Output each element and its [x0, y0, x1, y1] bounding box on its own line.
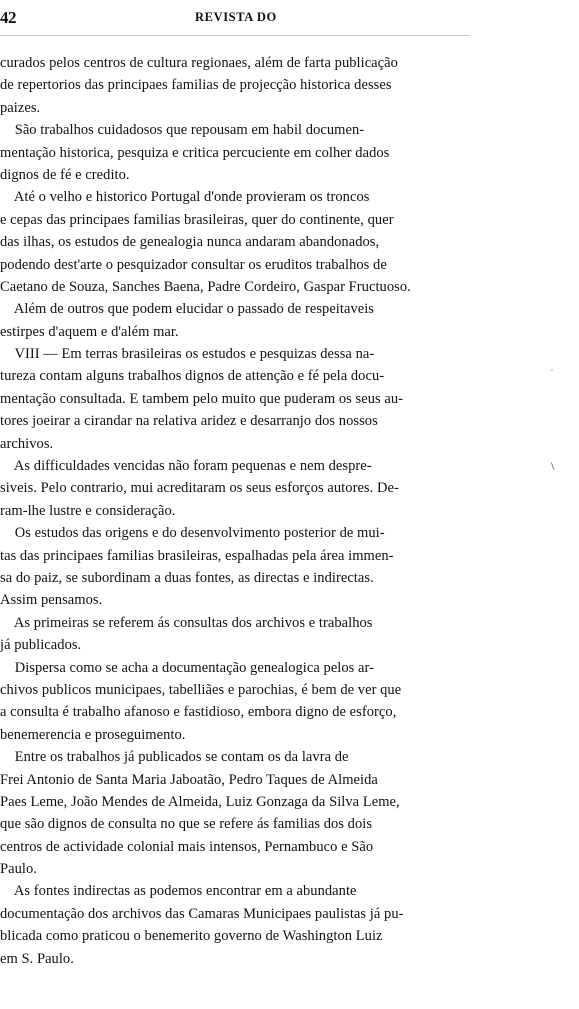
text-line: estirpes d'aquem e d'além mar.	[0, 323, 179, 340]
text-line: documentação dos archivos das Camaras Municipaes paulistas já pu-	[0, 905, 404, 922]
text-line: As primeiras se referem ás consultas dos archivos e trabalhos	[0, 614, 373, 631]
text-line: ram-lhe lustre e consideração.	[0, 502, 176, 519]
text-line: Até o velho e historico Portugal d'onde provieram os troncos	[0, 189, 370, 206]
text-line: Paulo.	[0, 861, 37, 878]
text-line: de repertorios das principaes familias de projecção historica desses	[0, 77, 392, 94]
text-line: Paes Leme, João Mendes de Almeida, Luiz Gonzaga da Silva Leme,	[0, 793, 400, 810]
text-line: As difficuldades vencidas não foram pequenas e nem despre-	[0, 458, 372, 475]
text-line: dignos de fé e credito.	[0, 166, 130, 183]
text-line: mentação historica, pesquiza e critica percuciente em colher dados	[0, 144, 390, 161]
page-number: 42	[0, 8, 16, 27]
text-line: tores joeirar a cirandar na relativa aridez e desarranjo dos nossos	[0, 413, 378, 430]
text-line: As fontes indirectas as podemos encontrar em a abundante	[0, 883, 357, 900]
text-line: das ilhas, os estudos de genealogia nunca andaram abandonados,	[0, 234, 380, 251]
body-text	[0, 52, 468, 970]
text-line: benemerencia e proseguimento.	[0, 726, 186, 743]
text-line: archivos.	[0, 435, 54, 452]
margin-mark: ,	[551, 363, 553, 372]
text-line: chivos publicos municipaes, tabelliães e parochias, é bem de ver que	[0, 681, 402, 698]
text-line: blicada como praticou o benemerito governo de Washington Luiz	[0, 928, 383, 945]
text-line: Assim pensamos.	[0, 592, 103, 609]
text-line: Os estudos das origens e do desenvolvimento posterior de mui-	[0, 525, 385, 542]
text-line: já publicados.	[0, 637, 82, 654]
text-line: Além de outros que podem elucidar o passado de respeitaveis	[0, 301, 375, 318]
text-line: siveis. Pelo contrario, mui acreditaram os seus esforços autores. De-	[0, 480, 399, 497]
text-line: Dispersa como se acha a documentação genealogica pelos ar-	[0, 659, 375, 676]
running-head: REVISTA DO	[195, 10, 277, 24]
text-line: Caetano de Souza, Sanches Baena, Padre Cordeiro, Gaspar Fructuoso.	[0, 278, 411, 295]
margin-mark: \	[551, 459, 555, 473]
text-line: curados pelos centros de cultura regionaes, além de farta publicação	[0, 55, 398, 71]
text-line: em S. Paulo.	[0, 950, 74, 967]
text-line: São trabalhos cuidadosos que repousam em habil documen-	[0, 122, 365, 139]
text-line: tas das principaes familias brasileiras, espalhadas pela área immen-	[0, 547, 394, 564]
text-line: paizes.	[0, 99, 41, 116]
page-header	[0, 6, 579, 30]
text-line: Entre os trabalhos já publicados se contam os da lavra de	[0, 749, 349, 766]
text-line: podendo dest'arte o pesquizador consultar os eruditos trabalhos de	[0, 256, 387, 273]
text-line: sa do paiz, se subordinam a duas fontes, as directas e indirectas.	[0, 569, 374, 586]
text-line: a consulta é trabalho afanoso e fastidioso, embora digno de esforço,	[0, 704, 397, 721]
text-line: centros de actividade colonial mais intensos, Pernambuco e São	[0, 838, 374, 855]
header-rule	[0, 35, 470, 36]
text-line: e cepas das principaes familias brasileiras, quer do continente, quer	[0, 211, 394, 228]
text-line: mentação consultada. E tambem pelo muito que puderam os seus au-	[0, 390, 404, 407]
text-line: VIII — Em terras brasileiras os estudos e pesquizas dessa na-	[0, 346, 375, 363]
text-line: Frei Antonio de Santa Maria Jaboatão, Pedro Taques de Almeida	[0, 771, 378, 788]
text-line: tureza contam alguns trabalhos dignos de attenção e fé pela docu-	[0, 368, 385, 385]
text-line: que são dignos de consulta no que se refere ás familias dos dois	[0, 816, 373, 833]
